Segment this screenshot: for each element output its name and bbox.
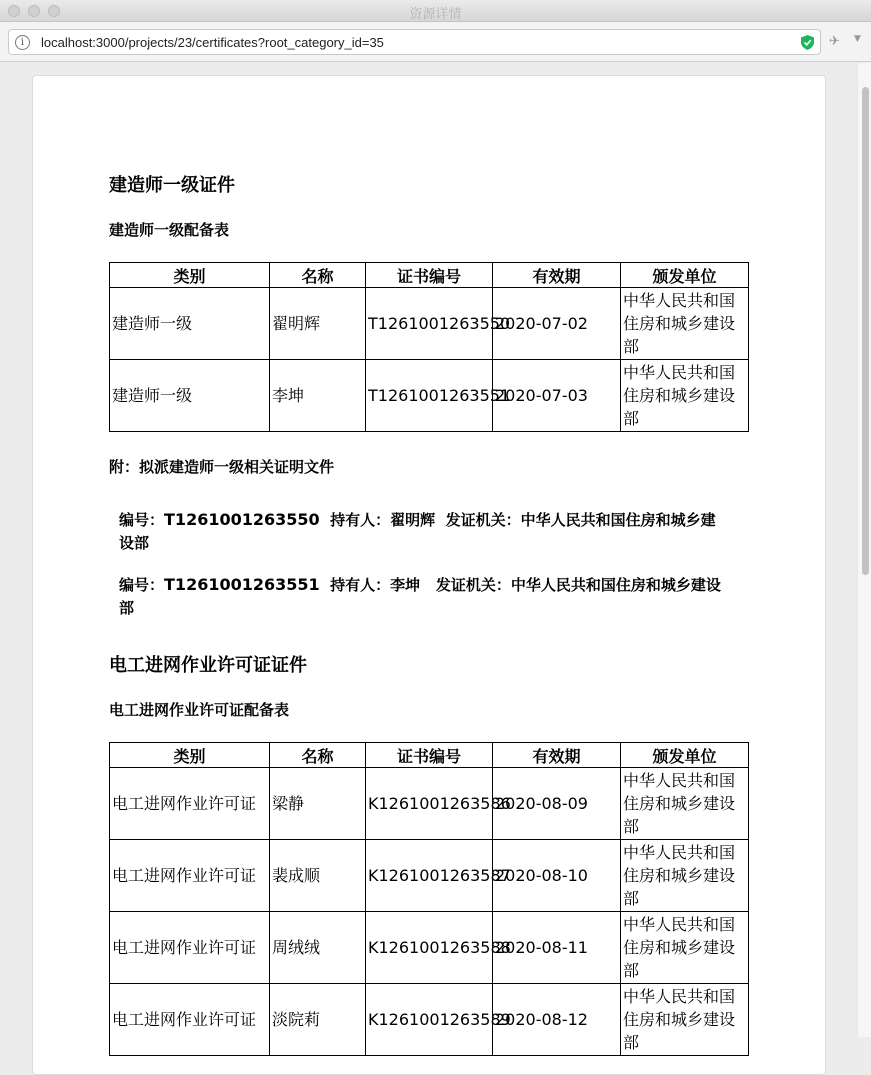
issuer-label: 发证机关：: [435, 576, 511, 594]
issuer-name-cont: 部: [119, 599, 135, 617]
window-title: 资源详情: [409, 7, 462, 22]
cell-name: 翟明辉: [270, 288, 366, 360]
cell-expiry: 2020-08-11: [493, 912, 621, 984]
info-icon[interactable]: i: [15, 35, 30, 50]
table-row: [110, 984, 749, 1056]
page-scrollbar[interactable]: [857, 63, 871, 1037]
cell-cert-number: K1261001263586: [366, 768, 493, 840]
cell-expiry: 2020-08-12: [493, 984, 621, 1056]
cert-detail-line: [119, 508, 739, 555]
table-row: [110, 840, 749, 912]
table-row: [110, 768, 749, 840]
cell-issuer: 中华人民共和国住房和城乡建设部: [621, 912, 749, 984]
cell-name: 裴成顺: [270, 840, 366, 912]
shield-icon[interactable]: [801, 35, 814, 50]
cert-number: T1261001263550: [164, 510, 320, 529]
address-bar[interactable]: [8, 29, 821, 55]
header-expiry: 有效期: [493, 263, 621, 288]
holder-label: 持有人：: [330, 511, 391, 529]
cert-number-label: 编号：: [119, 576, 165, 594]
certificate-table: [109, 742, 749, 1056]
cell-expiry: 2020-08-10: [493, 840, 621, 912]
browser-toolbar: [0, 22, 871, 62]
cell-name: 周绒绒: [270, 912, 366, 984]
cell-cert-number: T1261001263551: [366, 360, 493, 432]
table-row: [110, 912, 749, 984]
cert-number-label: 编号：: [119, 511, 165, 529]
table-title: 建造师一级配备表: [109, 221, 230, 239]
issuer-name-cont: 设部: [119, 534, 150, 552]
cell-name: 李坤: [270, 360, 366, 432]
header-cert-number: 证书编号: [366, 263, 493, 288]
section-title: 建造师一级证件: [109, 175, 235, 196]
cell-expiry: 2020-08-09: [493, 768, 621, 840]
attachment-title: 附：拟派建造师一级相关证明文件: [109, 458, 335, 476]
cell-cert-number: K1261001263587: [366, 840, 493, 912]
cell-name: 淡院莉: [270, 984, 366, 1056]
holder-name: 翟明辉: [390, 511, 436, 529]
table-title: 电工进网作业许可证配备表: [109, 701, 290, 719]
header-category: 类别: [110, 743, 270, 768]
header-name: 名称: [270, 263, 366, 288]
issuer-label: 发证机关：: [445, 511, 521, 529]
cell-issuer: 中华人民共和国住房和城乡建设部: [621, 984, 749, 1056]
cell-category: 建造师一级: [110, 360, 270, 432]
table-row: [110, 360, 749, 432]
cell-issuer: 中华人民共和国住房和城乡建设部: [621, 840, 749, 912]
section-title: 电工进网作业许可证证件: [109, 655, 307, 676]
cell-cert-number: K1261001263588: [366, 912, 493, 984]
cell-category: 电工进网作业许可证: [110, 984, 270, 1056]
scrollbar-thumb[interactable]: [862, 87, 869, 575]
cell-category: 电工进网作业许可证: [110, 768, 270, 840]
issuer-name: 中华人民共和国住房和城乡建: [520, 511, 716, 529]
cell-expiry: 2020-07-03: [493, 360, 621, 432]
window-titlebar: [0, 0, 871, 22]
cell-cert-number: K1261001263589: [366, 984, 493, 1056]
certificate-table: [109, 262, 749, 432]
header-issuer: 颁发单位: [621, 743, 749, 768]
cell-issuer: 中华人民共和国住房和城乡建设部: [621, 360, 749, 432]
header-issuer: 颁发单位: [621, 263, 749, 288]
cell-name: 梁静: [270, 768, 366, 840]
table-row: [110, 288, 749, 360]
cert-detail-line: [119, 573, 739, 620]
table-header-row: [110, 263, 749, 288]
cell-cert-number: T1261001263550: [366, 288, 493, 360]
cert-number: T1261001263551: [164, 575, 320, 594]
cell-category: 建造师一级: [110, 288, 270, 360]
cell-expiry: 2020-07-02: [493, 288, 621, 360]
holder-name: 李坤: [390, 576, 421, 594]
issuer-name: 中华人民共和国住房和城乡建设: [510, 576, 721, 594]
chevron-down-icon[interactable]: ▼: [854, 34, 861, 44]
cell-category: 电工进网作业许可证: [110, 912, 270, 984]
extension-icon[interactable]: ✈: [829, 34, 840, 49]
header-cert-number: 证书编号: [366, 743, 493, 768]
cell-issuer: 中华人民共和国住房和城乡建设部: [621, 768, 749, 840]
table-header-row: [110, 743, 749, 768]
header-name: 名称: [270, 743, 366, 768]
cell-category: 电工进网作业许可证: [110, 840, 270, 912]
cell-issuer: 中华人民共和国住房和城乡建设部: [621, 288, 749, 360]
header-expiry: 有效期: [493, 743, 621, 768]
url-text[interactable]: localhost:3000/projects/23/certificates?root_category_id=35: [41, 35, 384, 50]
holder-label: 持有人：: [330, 576, 391, 594]
header-category: 类别: [110, 263, 270, 288]
